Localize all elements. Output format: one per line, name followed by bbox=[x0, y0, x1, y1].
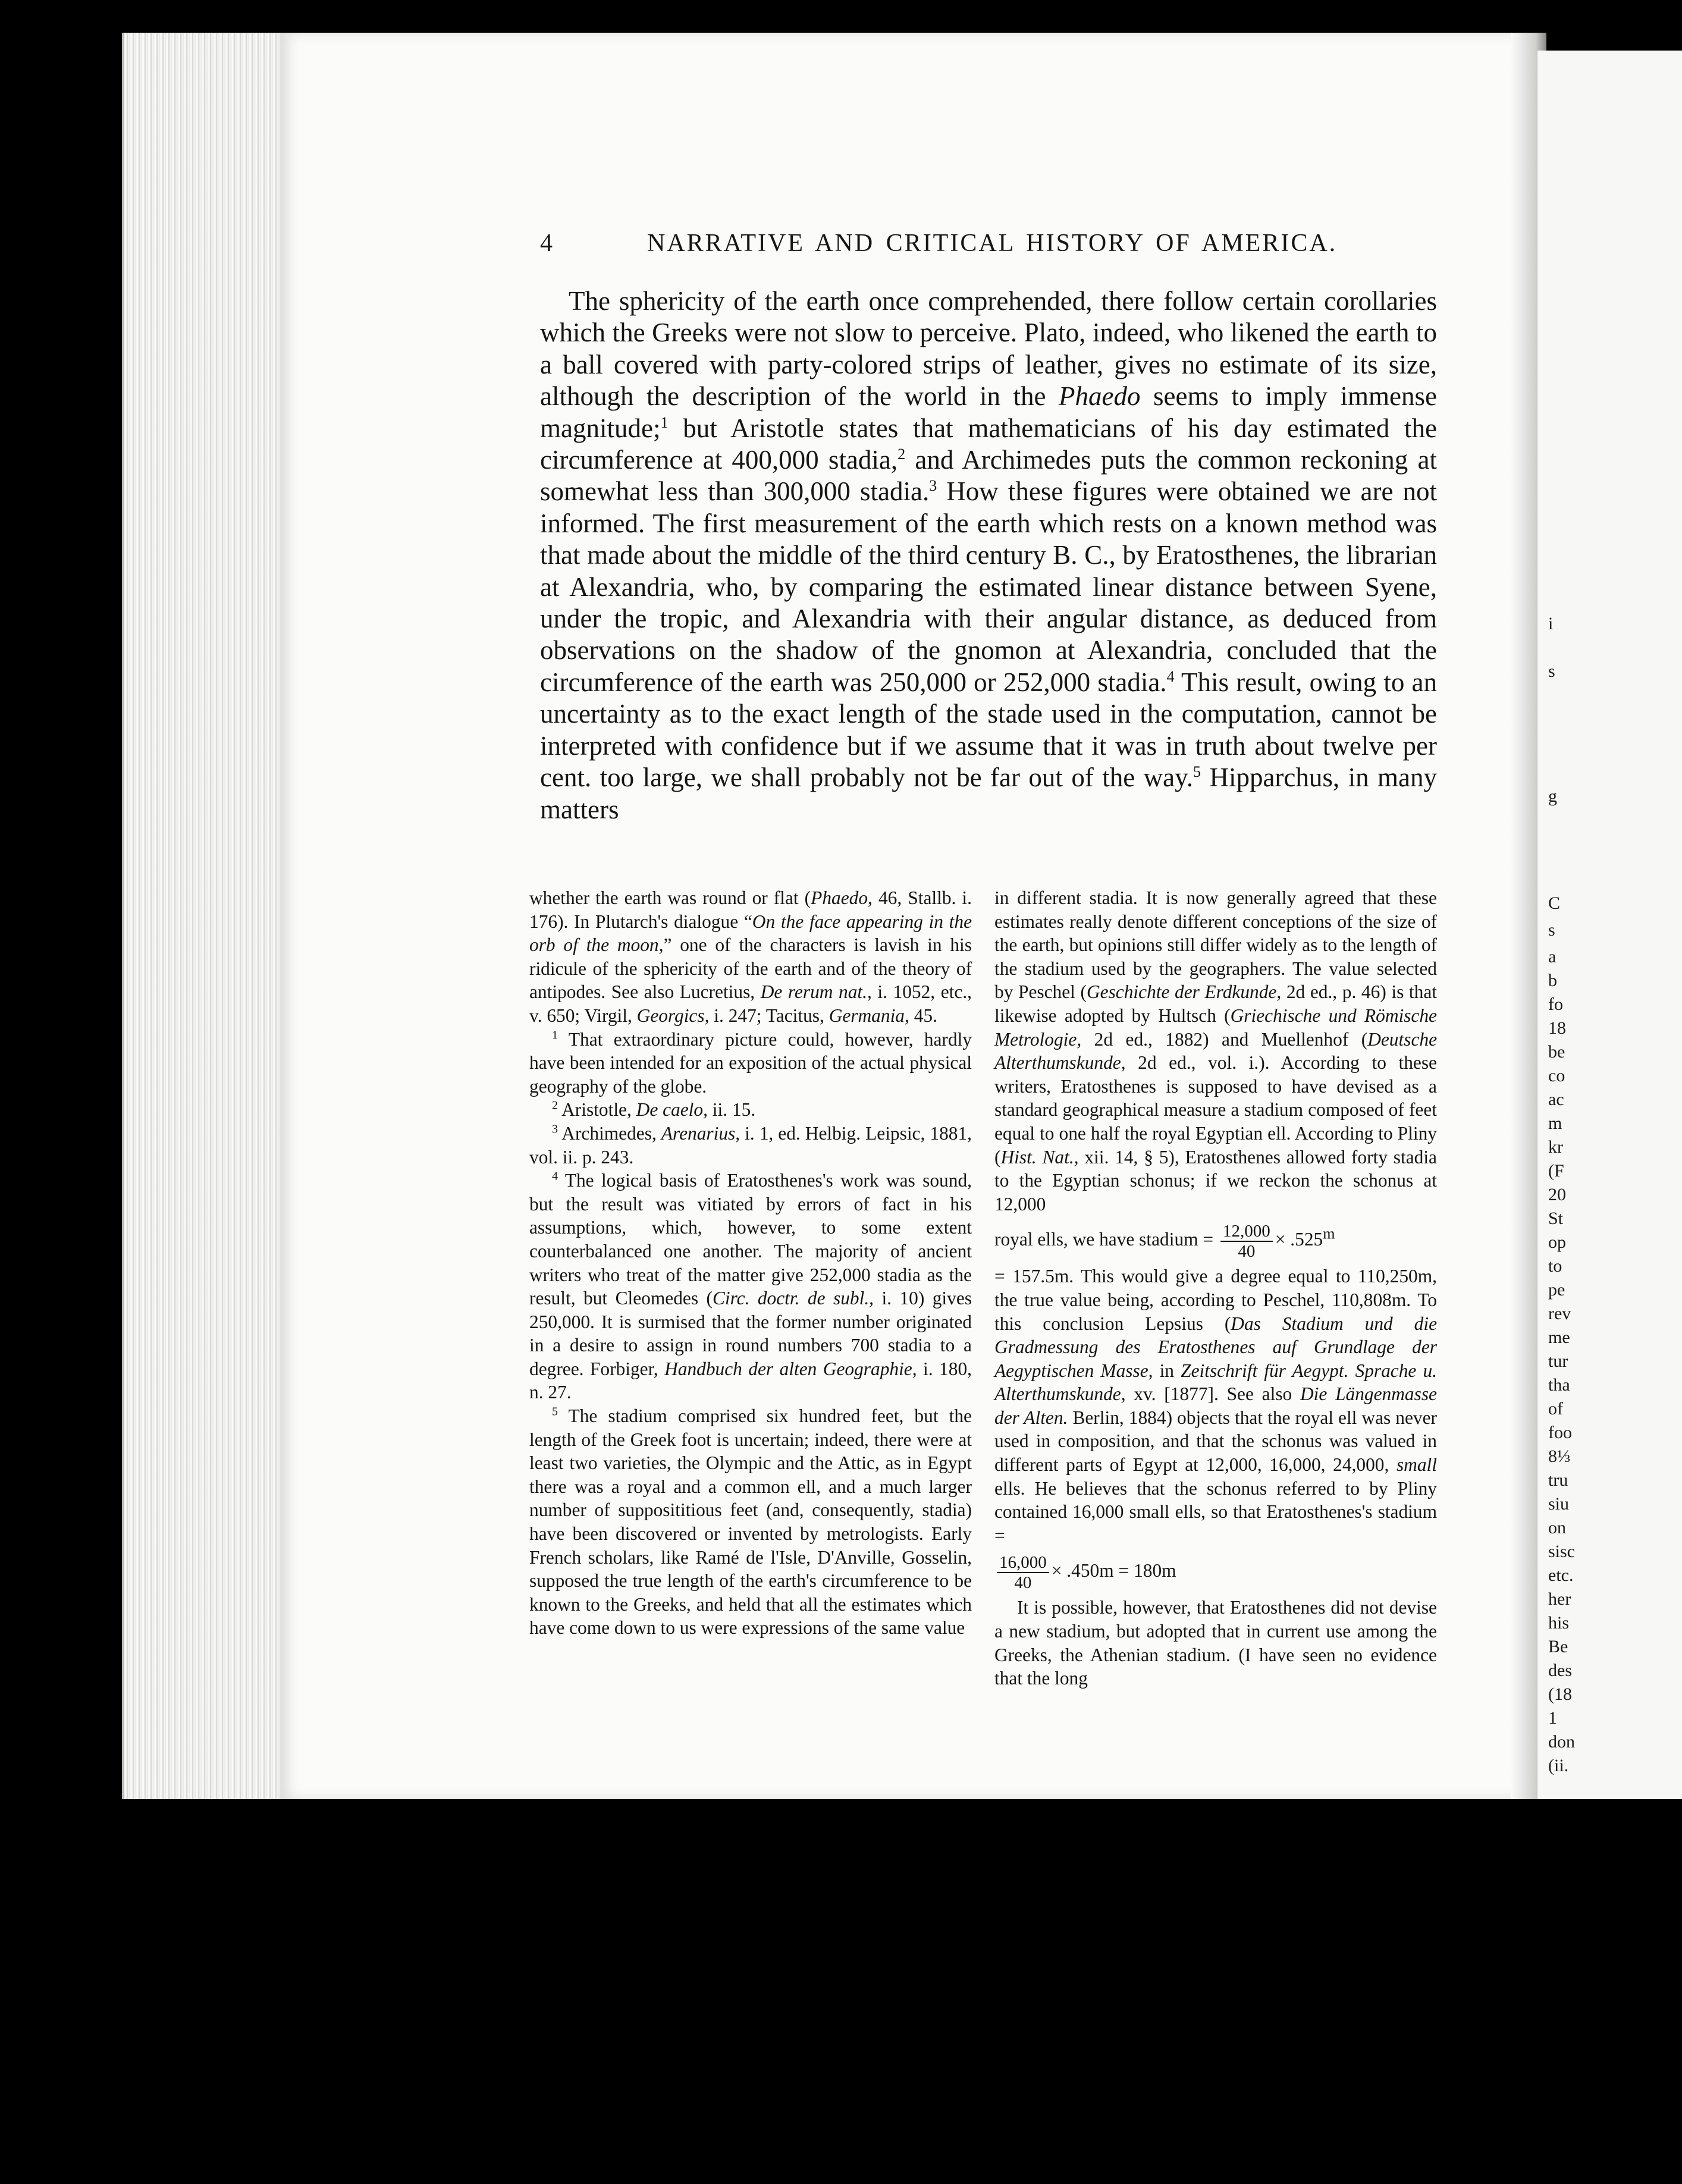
facing-page-fragment: pe bbox=[1548, 1280, 1565, 1300]
facing-page-fragment: s bbox=[1548, 661, 1555, 681]
facing-page-edge bbox=[1537, 51, 1682, 1799]
facing-page-fragment: b bbox=[1548, 971, 1557, 990]
footnotes-left-column bbox=[529, 886, 972, 1640]
facing-page-fragment: me bbox=[1548, 1328, 1570, 1347]
facing-page-fragment: op bbox=[1548, 1232, 1566, 1252]
paragraph: The sphericity of the earth once comprehended, there follow certain corollaries which the Greeks were not slow to perceive. Plato, indeed, who likened the earth to a ball covered with party-colored strips of leather, gives no estimate of its size, although the description of the world in the Phaedo seems to imply immense magnitude;$^1$ but Aristotle states that mathematicians of his day estimated the circumference at 400,000 stadia,$^2$ and Archimedes puts the common reckoning at somewhat less than 300,000 stadia.$^3$ How these figures were obtained we are not informed. The first measurement of the earth which rests on a known method was that made about the middle of the third century B. C., by Eratosthenes, the librarian at Alexandria, who, by comparing the estimated linear distance between Syene, under the tropic, and Alexandria with their angular distance, as deduced from observations on the shadow of the gnomon at Alexandria, concluded that the circumference of the earth was 250,000 or 252,000 stadia.$^4$ This result, owing to an uncertainty as to the exact length of the stade used in the computation, cannot be interpreted with confidence but if we assume that it was in truth about twelve per cent. too large, we shall probably not be far out of the way.$^5$ Hipparchus, in many matters bbox=[540, 286, 1438, 824]
equation-stadium-2: $\frac{16,000}{40}$ × .450m = 180m bbox=[994, 1553, 1437, 1592]
facing-page-fragment: be bbox=[1548, 1042, 1565, 1062]
facing-page-fragment: 18 bbox=[1548, 1018, 1566, 1038]
footnote-ref: 1 bbox=[660, 413, 669, 431]
facing-page-fragment: (18 bbox=[1548, 1684, 1572, 1704]
facing-page-fragment: (ii. bbox=[1548, 1756, 1569, 1775]
footnote-ref: 4 bbox=[1166, 667, 1175, 685]
facing-page-fragment: his bbox=[1548, 1613, 1570, 1633]
facing-page-fragment: fo bbox=[1548, 994, 1563, 1014]
facing-page-fragment: rev bbox=[1548, 1304, 1571, 1323]
facing-page-fragment: g bbox=[1548, 786, 1557, 806]
footnotes-right-column bbox=[994, 886, 1437, 1690]
footnote-continuation: whether the earth was round or flat (Phaedo, 46, Stallb. i. 176). In Plutarch's dialogue “On the face appearing in the orb of the moon,” one of the characters is lavish in his ridicule of the sphericity of the earth and of the theory of antipodes. See also Lucretius, De rerum nat., i. 1052, etc., v. 650; Virgil, Georgics, i. 247; Tacitus, Germania, 45. bbox=[529, 887, 972, 1026]
running-header bbox=[540, 229, 1432, 265]
facing-page-fragment: 8⅓ bbox=[1548, 1446, 1571, 1466]
facing-page-fragment: 20 bbox=[1548, 1185, 1566, 1204]
facing-page-fragment: co bbox=[1548, 1066, 1565, 1085]
facing-page-fragment: tur bbox=[1548, 1351, 1568, 1371]
footnote-5-conclusion: It is possible, however, that Eratosthenes did not devise a new stadium, but adopted that in current use among the Greeks, the Athenian stadium. (I have seen no evidence that the long bbox=[994, 1597, 1437, 1689]
facing-page-fragment: C bbox=[1548, 893, 1561, 913]
facing-page-fragment: kr bbox=[1548, 1137, 1563, 1157]
fraction: $\frac{16,000}{40}$ bbox=[997, 1553, 1049, 1592]
facing-page-fragment: i bbox=[1548, 614, 1554, 633]
footnote-3: $^3$ Archimedes, Arenarius, i. 1, ed. Helbig. Leipsic, 1881, vol. ii. p. 243. bbox=[529, 1122, 972, 1168]
facing-page-fragment: a bbox=[1548, 947, 1557, 967]
facing-page-fragment: siu bbox=[1548, 1494, 1570, 1514]
main-text bbox=[540, 285, 1437, 826]
facing-page-fragment: foo bbox=[1548, 1423, 1572, 1442]
facing-page-fragment: s bbox=[1548, 920, 1555, 940]
facing-page-fragment: tha bbox=[1548, 1375, 1570, 1395]
facing-page-fragment: 1 bbox=[1548, 1708, 1557, 1728]
facing-page-fragment: don bbox=[1548, 1732, 1575, 1752]
footnote-ref: 2 bbox=[898, 445, 906, 463]
facing-page-fragment: etc. bbox=[1548, 1565, 1574, 1585]
facing-page-fragment: her bbox=[1548, 1589, 1571, 1609]
footnote-5-text: = 157.5m. This would give a degree equal to 110,250m, the true value being, according to Peschel, 110,808m. To this conclusion Lepsius (Das Stadium und die Gradmessung des Eratosthenes auf Grundlage der Aegyptischen Masse, in Zeitschrift für Aegypt. Sprache u. Alterthumskunde, xv. [1877]. See also Die Längenmasse der Alten. Berlin, 1884) objects that the royal ell was never used in composition, and that the schonus was valued in different parts of Egypt at 12,000, 16,000, 24,000, small ells. He believes that the schonus referred to by Pliny contained 16,000 small ells, so that Eratosthenes's stadium = bbox=[994, 1266, 1438, 1546]
facing-page-fragment: des bbox=[1548, 1661, 1572, 1680]
running-title: NARRATIVE AND CRITICAL HISTORY OF AMERICA. bbox=[647, 230, 1338, 257]
footnote-5-continued: in different stadia. It is now generally agreed that these estimates really denote different conceptions of the size of the earth, but opinions still differ widely as to the length of the stadium used by the geographers. The value selected by Peschel (Geschichte der Erdkunde, 2d ed., p. 46) is that likewise adopted by Hultsch (Griechische und Römische Metrologie, 2d ed., 1882) and Muellenhof (Deutsche Alterthumskunde, 2d ed., vol. i.). According to these writers, Eratosthenes is supposed to have devised as a standard geographical measure a stadium composed of feet equal to one half the royal Egyptian ell. According to Pliny (Hist. Nat., xii. 14, § 5), Eratosthenes allowed forty stadia to the Egyptian schonus; if we reckon the schonus at 12,000 bbox=[994, 887, 1437, 1215]
equation-stadium-1: royal ells, we have stadium = $\frac{12,000}{40}$ × $.525^m$ bbox=[994, 1222, 1335, 1262]
facing-page-fragment: on bbox=[1548, 1518, 1566, 1537]
facing-page-fragment: m bbox=[1548, 1113, 1562, 1133]
facing-page-fragment: sisc bbox=[1548, 1542, 1575, 1561]
footnote-4: $^4$ The logical basis of Eratosthenes's work was sound, but the result was vitiated by errors of fact in his assumptions, which, however, to some extent counterbalanced one another. The majority of ancient writers who treat of the matter give 252,000 stadia as the result, but Cleomedes (Circ. doctr. de subl., i. 10) gives 250,000. It is surmised that the former number originated in a desire to assign in round numbers 700 stadia to a degree. Forbiger, Handbuch der alten Geographie, i. 180, n. 27. bbox=[529, 1169, 972, 1403]
facing-page-fragment: St bbox=[1548, 1209, 1564, 1228]
facing-page-fragment: ac bbox=[1548, 1090, 1564, 1109]
facing-page-fragment: Be bbox=[1548, 1637, 1568, 1656]
footnote-5: $^5$ The stadium comprised six hundred feet, but the length of the Greek foot is uncertain; indeed, there were at least two varieties, the Olympic and the Attic, as in Egypt there was a royal and a common ell, and a much larger number of supposititious feet (and, consequently, stadia) have been discovered or invented by metrologists. Early French scholars, like Ramé de l'Isle, D'Anville, Gosselin, supposed the true length of the earth's circumference to be known to the Greeks, and held that all the estimates which have come down to us were expressions of the same value bbox=[529, 1405, 972, 1639]
facing-page-fragment: tru bbox=[1548, 1470, 1568, 1490]
footnote-1: $^1$ That extraordinary picture could, however, hardly have been intended for an exposition of the actual physical geography of the globe. bbox=[529, 1028, 972, 1097]
book-page-edges bbox=[122, 33, 285, 1799]
facing-page-fragment: of bbox=[1548, 1399, 1563, 1419]
page-number: 4 bbox=[540, 230, 554, 257]
facing-page-fragment: to bbox=[1548, 1256, 1562, 1276]
footnote-ref: 5 bbox=[1193, 763, 1201, 781]
fraction: $\frac{12,000}{40}$ bbox=[1220, 1222, 1273, 1261]
footnote-2: $^2$ Aristotle, De caelo, ii. 15. bbox=[552, 1099, 756, 1121]
footnote-ref: 3 bbox=[929, 477, 937, 495]
facing-page-fragment: (F bbox=[1548, 1161, 1564, 1181]
